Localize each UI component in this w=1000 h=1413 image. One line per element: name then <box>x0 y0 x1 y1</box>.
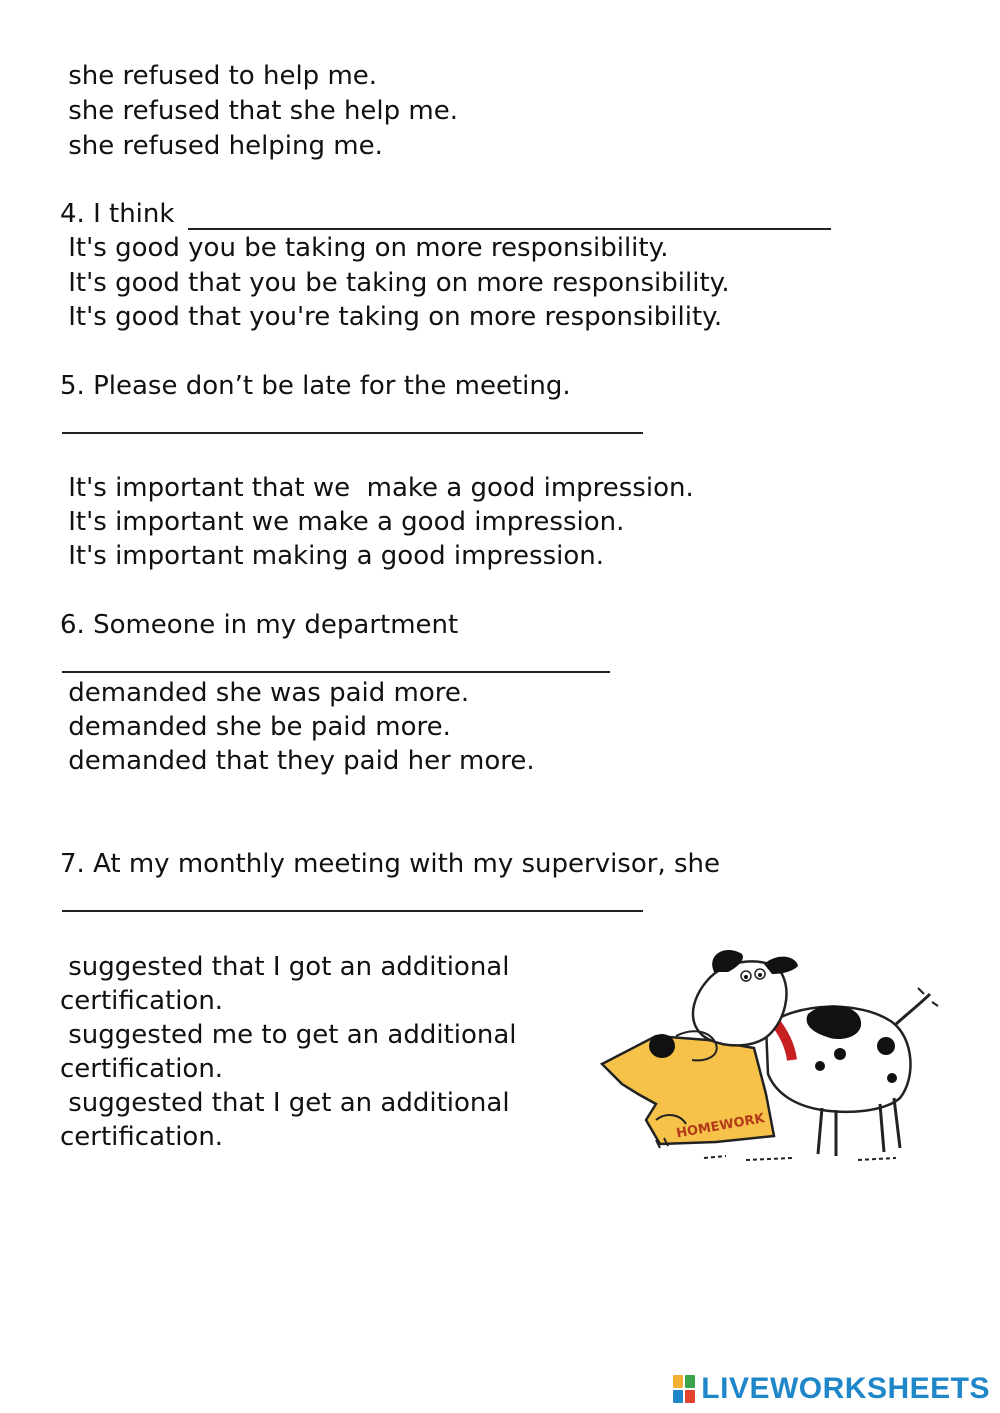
q5-prompt: 5. Please don’t be late for the meeting. <box>60 371 571 401</box>
q3-option-2[interactable]: she refused that she help me. <box>60 96 459 126</box>
q7-option-2[interactable]: suggested me to get an additional <box>60 1020 517 1050</box>
q3-option-1[interactable]: she refused to help me. <box>60 61 378 91</box>
q4-prompt: 4. I think <box>60 199 175 229</box>
q6-option-2[interactable]: demanded she be paid more. <box>60 712 451 742</box>
q7-option-1-cont[interactable]: certification. <box>60 986 224 1016</box>
q4-option-3[interactable]: It's good that you're taking on more responsibility. <box>60 302 723 332</box>
homework-label: HOMEWORK <box>675 1111 766 1142</box>
q5-option-1[interactable]: It's important that we make a good impression. <box>60 473 694 503</box>
liveworksheets-icon <box>673 1375 695 1403</box>
q6-option-3[interactable]: demanded that they paid her more. <box>60 746 535 776</box>
q4-option-2[interactable]: It's good that you be taking on more responsibility. <box>60 268 730 298</box>
liveworksheets-wordmark: LIVEWORKSHEETS <box>701 1372 990 1405</box>
q7-answer-blank[interactable] <box>62 910 643 912</box>
q7-option-1[interactable]: suggested that I got an additional <box>60 952 510 982</box>
q5-option-2[interactable]: It's important we make a good impression. <box>60 507 625 537</box>
q4-option-1[interactable]: It's good you be taking on more responsibility. <box>60 233 669 263</box>
liveworksheets-logo <box>673 1371 990 1407</box>
q5-answer-blank[interactable] <box>62 432 643 434</box>
q7-option-3-cont[interactable]: certification. <box>60 1122 224 1152</box>
q4-answer-blank[interactable] <box>188 228 831 230</box>
dog-eating-homework-illustration <box>596 944 942 1166</box>
q7-option-3[interactable]: suggested that I get an additional <box>60 1088 510 1118</box>
q6-answer-blank[interactable] <box>62 671 610 673</box>
q7-option-2-cont[interactable]: certification. <box>60 1054 224 1084</box>
q3-option-3[interactable]: she refused helping me. <box>60 131 383 161</box>
q7-prompt: 7. At my monthly meeting with my supervisor, she <box>60 849 721 879</box>
q6-option-1[interactable]: demanded she was paid more. <box>60 678 470 708</box>
q6-prompt: 6. Someone in my department <box>60 610 459 640</box>
q5-option-3[interactable]: It's important making a good impression. <box>60 541 605 571</box>
